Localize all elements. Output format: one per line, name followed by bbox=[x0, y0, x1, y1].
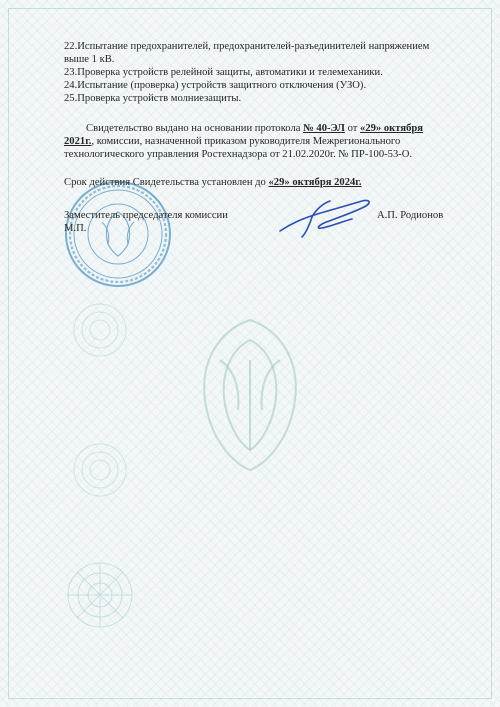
protocol-date: «29» октября 2021г. bbox=[64, 123, 423, 147]
signatory-position: Заместитель председателя комиссии bbox=[64, 210, 228, 221]
stamp-label: М.П. bbox=[64, 223, 87, 234]
list-item: 22.Испытание предохранителей, предохранителей-разъединителей напряжением выше 1 кВ. bbox=[64, 41, 430, 65]
rosette-watermark-icon bbox=[70, 440, 130, 500]
emblem-watermark-icon bbox=[180, 300, 320, 480]
basis-text: от bbox=[344, 123, 361, 134]
validity-text: Срок действия Свидетельства установлен до bbox=[64, 177, 269, 188]
rosette-watermark-icon bbox=[65, 560, 135, 630]
list-item: 23.Проверка устройств релейной защиты, автоматики и телемеханики. bbox=[64, 67, 383, 78]
basis-paragraph bbox=[64, 122, 444, 161]
list-item: 24.Испытание (проверка) устройств защитного отключения (УЗО). bbox=[64, 80, 367, 91]
signatory-name: А.П. Родионов bbox=[377, 210, 444, 221]
basis-text: , комиссии, назначенной приказом руководителя Межрегионального технологического управления Ростехнадзора от 21.02.2020г. № ПР-100-53-О. bbox=[64, 136, 413, 160]
validity-date: «29» октября 2024г. bbox=[268, 177, 362, 188]
document-body bbox=[64, 40, 444, 249]
protocol-number: № 40-ЭЛ bbox=[303, 123, 345, 134]
signature-block bbox=[64, 209, 444, 249]
signatory-position-block bbox=[64, 209, 228, 235]
list-item: 25.Проверка устройств молниезащиты. bbox=[64, 93, 242, 104]
basis-text: Свидетельство выдано на основании протокола bbox=[86, 123, 304, 134]
rosette-watermark-icon bbox=[70, 300, 130, 360]
validity-paragraph bbox=[64, 176, 444, 189]
